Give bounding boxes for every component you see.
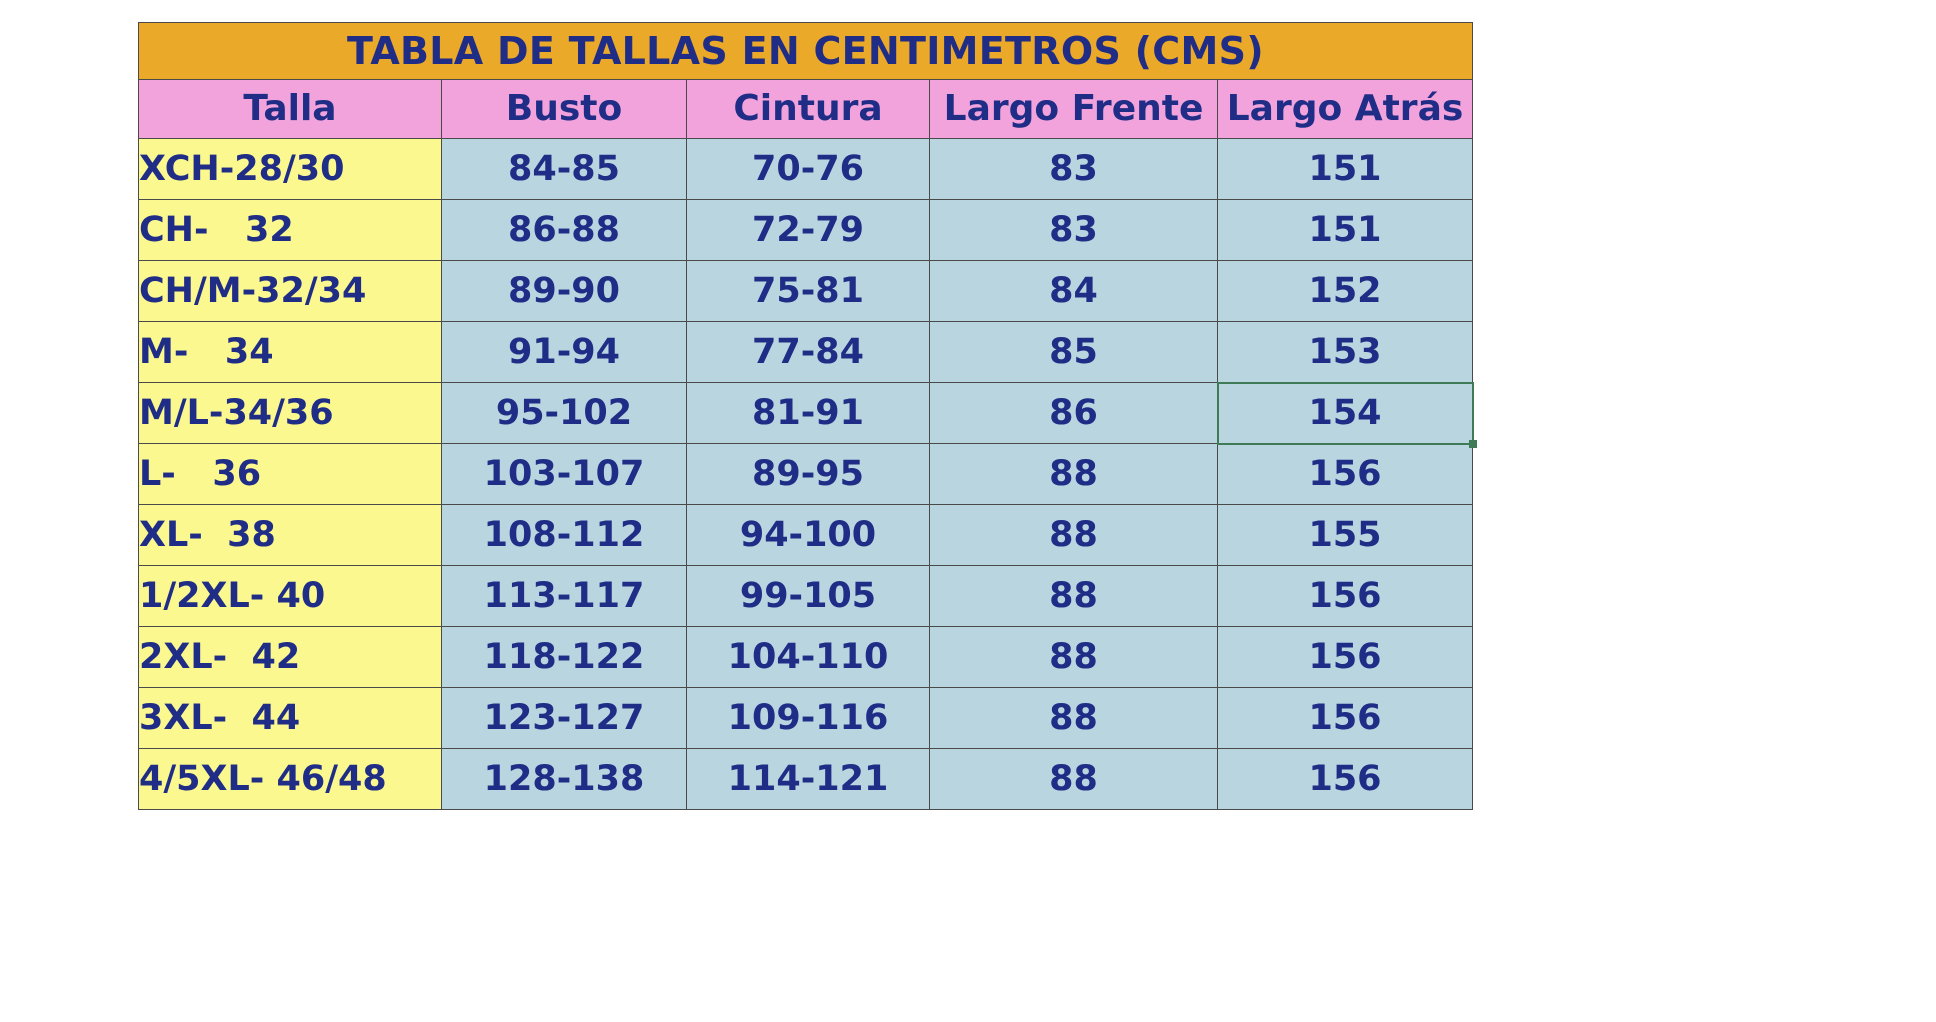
column-header-largo-atras: Largo Atrás	[1218, 80, 1473, 139]
cell-cintura[interactable]: 89-95	[687, 444, 930, 505]
cell-largo-atras[interactable]: 156	[1218, 444, 1473, 505]
table-row	[139, 749, 1473, 810]
cell-largo-atras[interactable]: 152	[1218, 261, 1473, 322]
cell-talla[interactable]: XL- 38	[139, 505, 442, 566]
table-row	[139, 627, 1473, 688]
cell-cintura[interactable]: 114-121	[687, 749, 930, 810]
cell-largo-frente[interactable]: 86	[930, 383, 1218, 444]
cell-talla[interactable]: 4/5XL- 46/48	[139, 749, 442, 810]
table-row	[139, 200, 1473, 261]
cell-largo-atras[interactable]: 155	[1218, 505, 1473, 566]
cell-cintura[interactable]: 70-76	[687, 139, 930, 200]
cell-busto[interactable]: 108-112	[442, 505, 687, 566]
cell-busto[interactable]: 86-88	[442, 200, 687, 261]
column-header-cintura: Cintura	[687, 80, 930, 139]
cell-busto[interactable]: 91-94	[442, 322, 687, 383]
cell-largo-atras[interactable]: 151	[1218, 200, 1473, 261]
cell-talla[interactable]: CH- 32	[139, 200, 442, 261]
cell-largo-frente[interactable]: 85	[930, 322, 1218, 383]
cell-largo-atras[interactable]: 156	[1218, 688, 1473, 749]
cell-largo-atras[interactable]: 156	[1218, 566, 1473, 627]
cell-largo-frente[interactable]: 83	[930, 139, 1218, 200]
cell-busto[interactable]: 118-122	[442, 627, 687, 688]
cell-largo-frente[interactable]: 88	[930, 688, 1218, 749]
cell-largo-frente[interactable]: 84	[930, 261, 1218, 322]
cell-largo-frente[interactable]: 88	[930, 749, 1218, 810]
table-row	[139, 444, 1473, 505]
table-row	[139, 566, 1473, 627]
table-row	[139, 688, 1473, 749]
cell-talla[interactable]: XCH-28/30	[139, 139, 442, 200]
cell-largo-atras[interactable]: 153	[1218, 322, 1473, 383]
column-header-largo-frente: Largo Frente	[930, 80, 1218, 139]
size-chart-table	[138, 22, 1473, 810]
cell-cintura[interactable]: 109-116	[687, 688, 930, 749]
size-chart-sheet	[138, 22, 1472, 810]
column-header-busto: Busto	[442, 80, 687, 139]
cell-largo-atras[interactable]: 156	[1218, 627, 1473, 688]
table-header-row	[139, 80, 1473, 139]
cell-cintura[interactable]: 94-100	[687, 505, 930, 566]
cell-largo-atras[interactable]: 156	[1218, 749, 1473, 810]
cell-busto[interactable]: 128-138	[442, 749, 687, 810]
cell-cintura[interactable]: 75-81	[687, 261, 930, 322]
table-row	[139, 322, 1473, 383]
cell-largo-frente[interactable]: 88	[930, 566, 1218, 627]
cell-talla[interactable]: CH/M-32/34	[139, 261, 442, 322]
cell-talla[interactable]: M- 34	[139, 322, 442, 383]
cell-cintura[interactable]: 77-84	[687, 322, 930, 383]
table-row	[139, 383, 1473, 444]
cell-busto[interactable]: 95-102	[442, 383, 687, 444]
column-header-talla: Talla	[139, 80, 442, 139]
cell-cintura[interactable]: 99-105	[687, 566, 930, 627]
cell-talla[interactable]: L- 36	[139, 444, 442, 505]
cell-cintura[interactable]: 81-91	[687, 383, 930, 444]
table-row	[139, 261, 1473, 322]
cell-largo-atras[interactable]: 151	[1218, 139, 1473, 200]
page-title: TABLA DE TALLAS EN CENTIMETROS (CMS)	[139, 23, 1473, 80]
cell-busto[interactable]: 123-127	[442, 688, 687, 749]
cell-talla[interactable]: M/L-34/36	[139, 383, 442, 444]
cell-talla[interactable]: 2XL- 42	[139, 627, 442, 688]
cell-cintura[interactable]: 104-110	[687, 627, 930, 688]
cell-largo-frente[interactable]: 88	[930, 627, 1218, 688]
cell-largo-frente[interactable]: 88	[930, 444, 1218, 505]
cell-busto[interactable]: 89-90	[442, 261, 687, 322]
cell-busto[interactable]: 84-85	[442, 139, 687, 200]
cell-busto[interactable]: 103-107	[442, 444, 687, 505]
cell-busto[interactable]: 113-117	[442, 566, 687, 627]
cell-cintura[interactable]: 72-79	[687, 200, 930, 261]
table-title-row	[139, 23, 1473, 80]
cell-largo-frente[interactable]: 88	[930, 505, 1218, 566]
cell-largo-frente[interactable]: 83	[930, 200, 1218, 261]
cell-talla[interactable]: 3XL- 44	[139, 688, 442, 749]
table-row	[139, 505, 1473, 566]
selected-cell[interactable]: 154	[1218, 383, 1473, 444]
cell-talla[interactable]: 1/2XL- 40	[139, 566, 442, 627]
table-row	[139, 139, 1473, 200]
